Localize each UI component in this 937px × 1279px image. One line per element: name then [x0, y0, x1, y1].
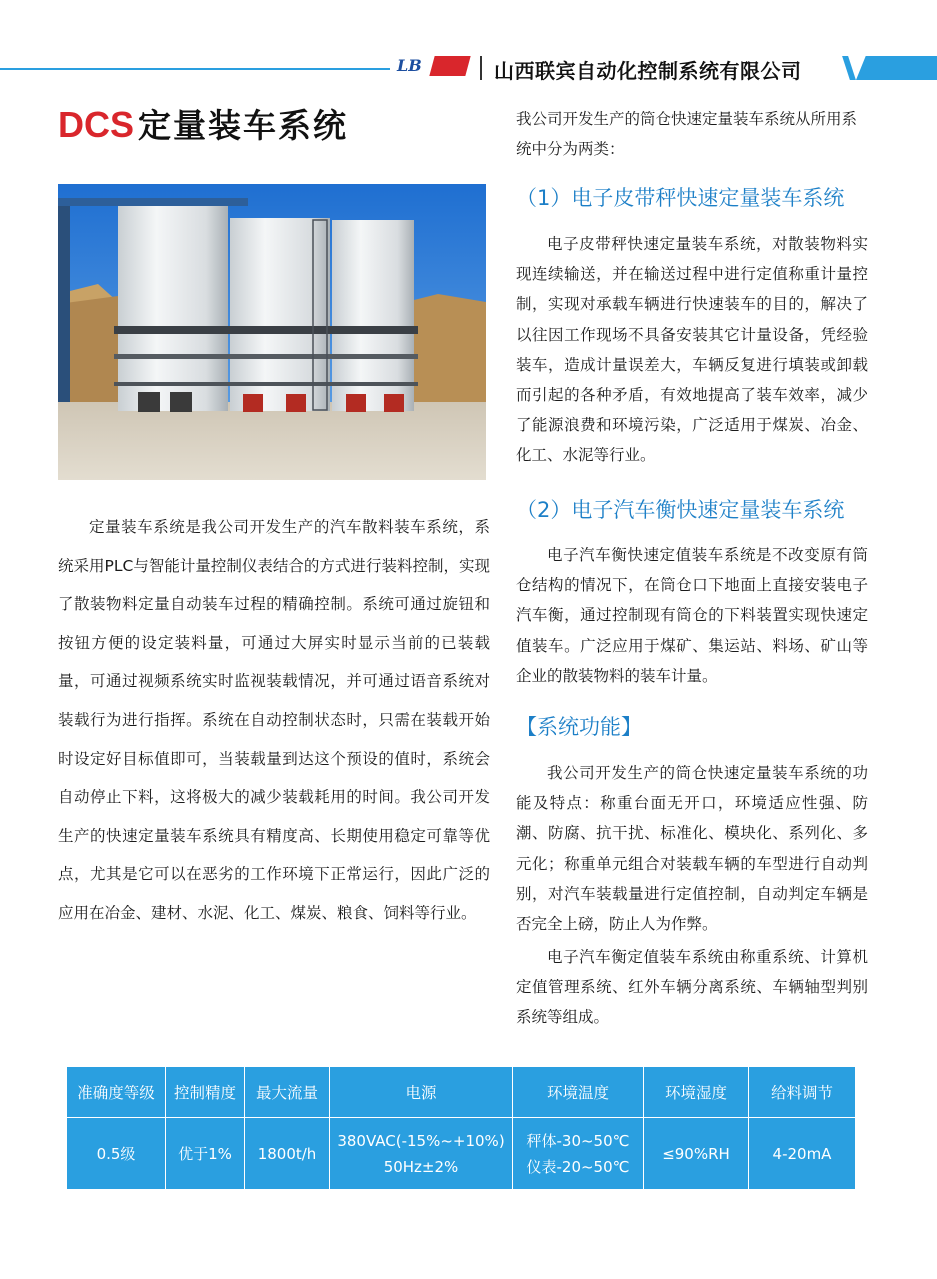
page-title — [58, 100, 348, 147]
title-prefix: DCS — [58, 104, 135, 145]
company-name: 山西联宾自动化控制系统有限公司 — [494, 59, 802, 83]
col-accuracy: 准确度等级 — [67, 1067, 166, 1118]
header-divider — [480, 56, 482, 80]
col-feed: 给料调节 — [749, 1067, 856, 1118]
functions-paragraph: 我公司开发生产的筒仓快速定量装车系统的功能及特点：称重台面无开口，环境适应性强、防潮、防腐、抗干扰、标准化、模块化、系列化、多元化；称重单元组合对装载车辆的车型进行自动判别，对汽车装载量进行定值控制，自动判定车辆是否完全上磅，防止人为作弊。 — [516, 764, 868, 934]
belt-scale-paragraph: 电子皮带秤快速定量装车系统，对散装物料实现连续输送，并在输送过程中进行定值称重计量控制，实现对承载车辆进行快速装车的目的，解决了以往因工作现场不具备安装其它计量设备，凭经验装车，造成计量误差大，车辆反复进行填装或卸载而引起的各种矛盾，有效地提高了装车效率，减少了能源浪费和环境污染，广泛适用于煤炭、冶金、化工、水泥等行业。 — [516, 235, 868, 465]
col-humidity: 环境湿度 — [644, 1067, 749, 1118]
company-logo — [397, 54, 471, 78]
power-line-2: 50Hz±2% — [383, 1157, 459, 1176]
cell-humidity: ≤90%RH — [644, 1118, 749, 1190]
cell-control: 优于1% — [166, 1118, 245, 1190]
heading-belt-scale: （1）电子皮带秤快速定量装车系统 — [516, 186, 845, 210]
temp-line-1: 秤体-30~50℃ — [526, 1131, 630, 1150]
header-stripe — [842, 56, 856, 80]
logo-text: LB — [397, 56, 422, 75]
spec-value-row — [67, 1118, 856, 1190]
spec-header-row — [67, 1067, 856, 1118]
cell-flow: 1800t/h — [245, 1118, 330, 1190]
cell-feed: 4-20mA — [749, 1118, 856, 1190]
cell-power — [330, 1118, 513, 1190]
col-power: 电源 — [330, 1067, 513, 1118]
right-intro: 我公司开发生产的筒仓快速定量装车系统从所用系统中分为两类： — [516, 110, 858, 158]
spec-table — [66, 1066, 856, 1190]
title-main: 定量装车系统 — [138, 106, 349, 145]
temp-line-2: 仪表-20~50℃ — [526, 1157, 630, 1176]
intro-paragraph: 定量装车系统是我公司开发生产的汽车散料装车系统，系统采用PLC与智能计量控制仪表结合的方式进行装料控制，实现了散装物料定量自动装车过程的精确控制。系统可通过旋钮和按钮方便的设定装料量，可通过大屏实时显示当前的已装载量，可通过视频系统实时监视装载情况，并可通过语音系统对装载行为进行指挥。系统在自动控制状态时，只需在装载开始时设定好目标值即可，当装载量到达这个预设的值时，系统会自动停止下料，这将极大的减少装载耗用的时间。我公司开发生产的快速定量装车系统具有精度高、长期使用稳定可靠等优点，尤其是它可以在恶劣的工作环境下正常运行，因此广泛的应用在冶金、建材、水泥、化工、煤炭、粮食、饲料等行业。 — [58, 518, 490, 922]
col-temperature: 环境温度 — [513, 1067, 644, 1118]
truck-scale-paragraph: 电子汽车衡快速定值装车系统是不改变原有筒仓结构的情况下，在筒仓口下地面上直接安装电子汽车衡，通过控制现有筒仓的下料装置实现快速定值装车。广泛应用于煤矿、集运站、料场、矿山等企业的散装物料的装车计量。 — [516, 546, 868, 685]
header-rule — [0, 68, 390, 70]
cell-temperature — [513, 1118, 644, 1190]
heading-truck-scale: （2）电子汽车衡快速定量装车系统 — [516, 498, 845, 522]
power-line-1: 380VAC(-15%~+10%) — [337, 1131, 505, 1150]
logo-red-mark — [429, 56, 470, 76]
cell-accuracy: 0.5级 — [67, 1118, 166, 1190]
silo-photo — [58, 184, 486, 480]
heading-system-functions: 【系统功能】 — [516, 715, 642, 739]
composition-paragraph: 电子汽车衡定值装车系统由称重系统、计算机定值管理系统、红外车辆分离系统、车辆轴型判别系统等组成。 — [516, 948, 868, 1027]
col-flow: 最大流量 — [245, 1067, 330, 1118]
header-blue-band — [856, 56, 937, 80]
col-control: 控制精度 — [166, 1067, 245, 1118]
